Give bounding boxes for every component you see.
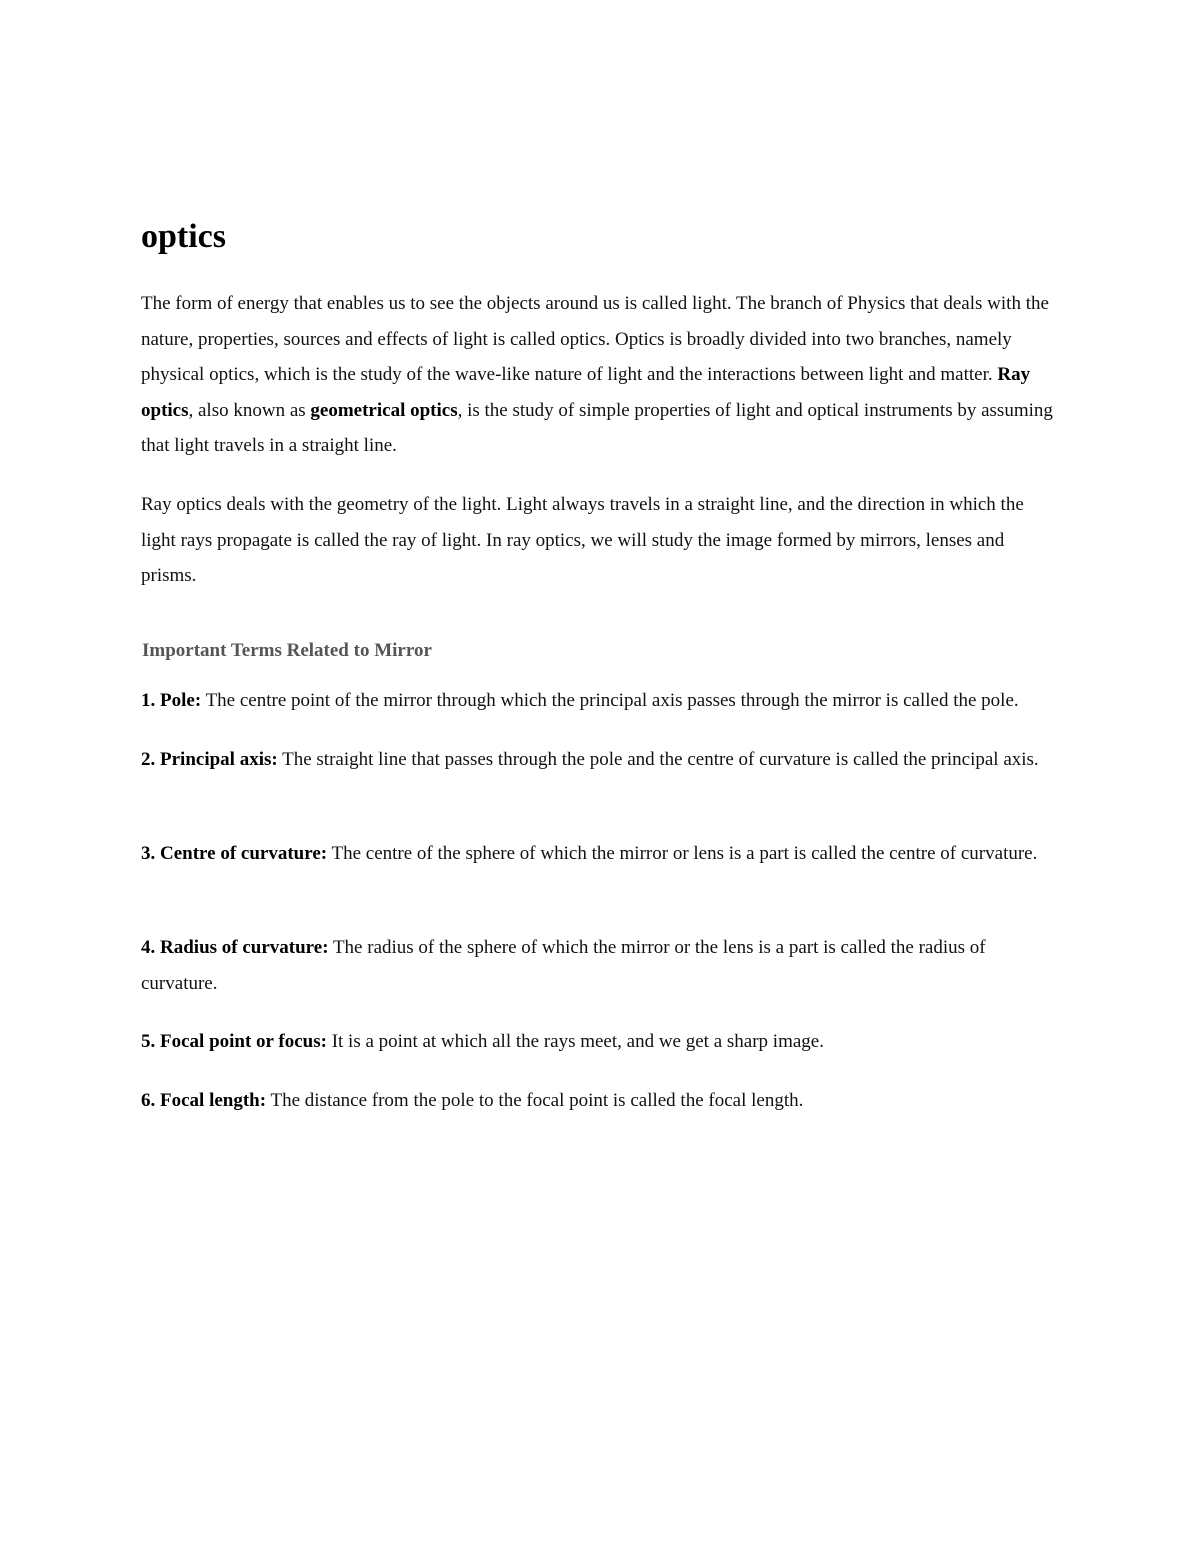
term-definition: The distance from the pole to the focal point is called the focal length. [266, 1090, 804, 1111]
ray-optics-term: Ray optics [141, 364, 1031, 421]
intro-text-part3: , is the study of simple properties of light and optical instruments by assuming that light travels in a straight line. [141, 399, 1053, 456]
ray-optics-paragraph: Ray optics deals with the geometry of the light. Light always travels in a straight line, and the direction in which the light rays propagate is called the ray of light. In ray optics, we will study the image formed by mirrors, lenses and prisms. [141, 494, 1024, 586]
term-definition: The centre point of the mirror through which the principal axis passes through the mirror is called the pole. [201, 690, 1019, 711]
intro-text-part1: The form of energy that enables us to see the objects around us is called light. The branch of Physics that deals with the nature, properties, sources and effects of light is called optics. Optics is broadly divided into two branches, namely physical optics, which is the study of the wave-like nature of light and the interactions between light and matter. [141, 293, 1049, 385]
term-definition: The centre of the sphere of which the mirror or lens is a part is called the centre of curvature. [327, 843, 1038, 864]
term-definition: The straight line that passes through the pole and the centre of curvature is called the principal axis. [277, 749, 1039, 770]
section-heading: Important Terms Related to Mirror [142, 640, 432, 661]
term-focal-length [141, 1083, 1056, 1119]
term-label: 3. Centre of curvature: [141, 843, 328, 864]
intro-paragraph [141, 286, 1056, 464]
geometrical-optics-term: geometrical optics [310, 399, 458, 421]
term-label: 4. Radius of curvature: [141, 937, 329, 958]
term-principal-axis [141, 742, 1056, 778]
term-centre-of-curvature [141, 836, 1056, 872]
term-label: 6. Focal length: [141, 1090, 267, 1111]
term-focal-point [141, 1024, 1056, 1060]
document-title: optics [141, 218, 226, 255]
term-label: 1. Pole: [141, 690, 202, 711]
intro-text-part2: , also known as [188, 399, 311, 421]
term-pole [141, 683, 1056, 719]
term-definition: The radius of the sphere of which the mirror or the lens is a part is called the radius of curvature. [141, 937, 986, 994]
term-definition: It is a point at which all the rays meet, and we get a sharp image. [326, 1031, 824, 1052]
term-label: 5. Focal point or focus: [141, 1031, 327, 1052]
term-label: 2. Principal axis: [141, 749, 278, 770]
term-radius-of-curvature [141, 930, 1056, 1001]
